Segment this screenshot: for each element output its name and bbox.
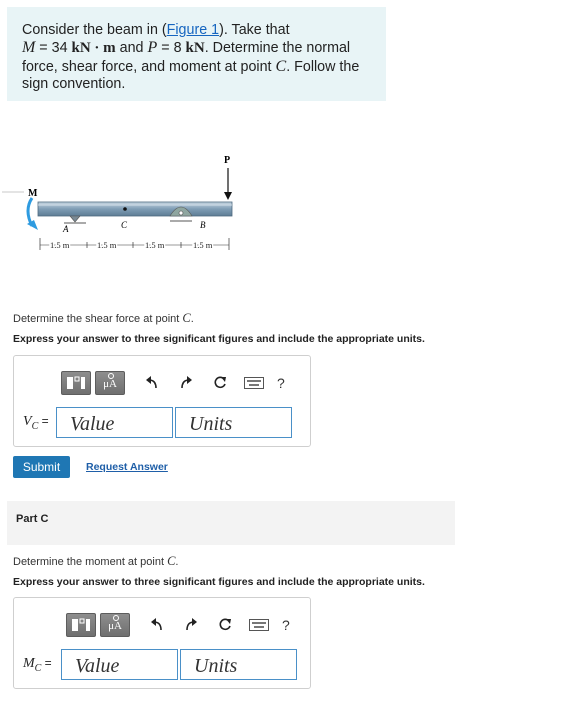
part-b-instructions: Express your answer to three significant figures and include the appropriate units. bbox=[13, 333, 425, 345]
part-b-answer-panel bbox=[13, 355, 311, 447]
part-c-instructions: Express your answer to three significant figures and include the appropriate units. bbox=[13, 576, 425, 588]
part-c-value-input[interactable] bbox=[61, 649, 178, 680]
undo-icon[interactable] bbox=[146, 614, 168, 636]
keyboard-icon[interactable] bbox=[248, 614, 270, 636]
reset-icon[interactable] bbox=[209, 372, 231, 394]
label-A: A bbox=[63, 224, 69, 234]
point-C-marker bbox=[123, 207, 127, 211]
part-c-label: $M_C$ = bbox=[23, 656, 52, 674]
part-c-units-input[interactable] bbox=[180, 649, 297, 680]
problem-line-1: Consider the beam in (Figure 1). Take that bbox=[22, 22, 290, 38]
dim-3: 1.5 m bbox=[145, 240, 165, 250]
problem-line-2: M = 34 kN · m and P = 8 kN. Determine the normal bbox=[22, 39, 351, 57]
label-B: B bbox=[200, 220, 206, 230]
redo-icon[interactable] bbox=[175, 372, 197, 394]
units-icon[interactable]: μA bbox=[95, 371, 125, 395]
problem-line-4: sign convention. bbox=[22, 75, 126, 92]
keyboard-icon[interactable] bbox=[243, 372, 265, 394]
part-c-header[interactable] bbox=[7, 501, 455, 545]
moment-M-label: M bbox=[28, 188, 38, 199]
templates-icon[interactable] bbox=[66, 613, 96, 637]
beam-figure bbox=[0, 150, 250, 260]
help-icon[interactable]: ? bbox=[277, 375, 285, 391]
part-c-toolbar bbox=[66, 613, 290, 637]
dim-2: 1.5 m bbox=[97, 240, 117, 250]
units-icon[interactable]: μA bbox=[100, 613, 130, 637]
part-c-prompt: Determine the moment at point C. bbox=[13, 554, 179, 568]
figure-link[interactable]: Figure 1 bbox=[166, 22, 220, 38]
part-b-prompt: Determine the shear force at point C. bbox=[13, 311, 194, 325]
part-b-units-input[interactable] bbox=[175, 407, 292, 438]
redo-icon[interactable] bbox=[180, 614, 202, 636]
request-answer-link[interactable]: Request Answer bbox=[86, 461, 168, 473]
label-C: C bbox=[121, 220, 128, 230]
load-P-label: P bbox=[224, 155, 231, 166]
part-c-answer-panel bbox=[13, 597, 311, 689]
reset-icon[interactable] bbox=[214, 614, 236, 636]
problem-line-3: force, shear force, and moment at point C. Follow the bbox=[22, 57, 360, 75]
part-b-label: $V_C$ = bbox=[23, 414, 49, 432]
dim-4: 1.5 m bbox=[193, 240, 213, 250]
templates-icon[interactable] bbox=[61, 371, 91, 395]
part-b-toolbar bbox=[61, 371, 285, 395]
load-arrow-icon bbox=[224, 192, 232, 200]
help-icon[interactable]: ? bbox=[282, 617, 290, 633]
part-c-title: Part C bbox=[16, 513, 49, 525]
problem-statement bbox=[7, 7, 386, 101]
dim-1: 1.5 m bbox=[50, 240, 70, 250]
beam bbox=[38, 202, 232, 216]
support-A-icon bbox=[70, 216, 80, 222]
part-b-value-input[interactable] bbox=[56, 407, 173, 438]
undo-icon[interactable] bbox=[141, 372, 163, 394]
submit-button[interactable]: Submit bbox=[13, 456, 70, 478]
